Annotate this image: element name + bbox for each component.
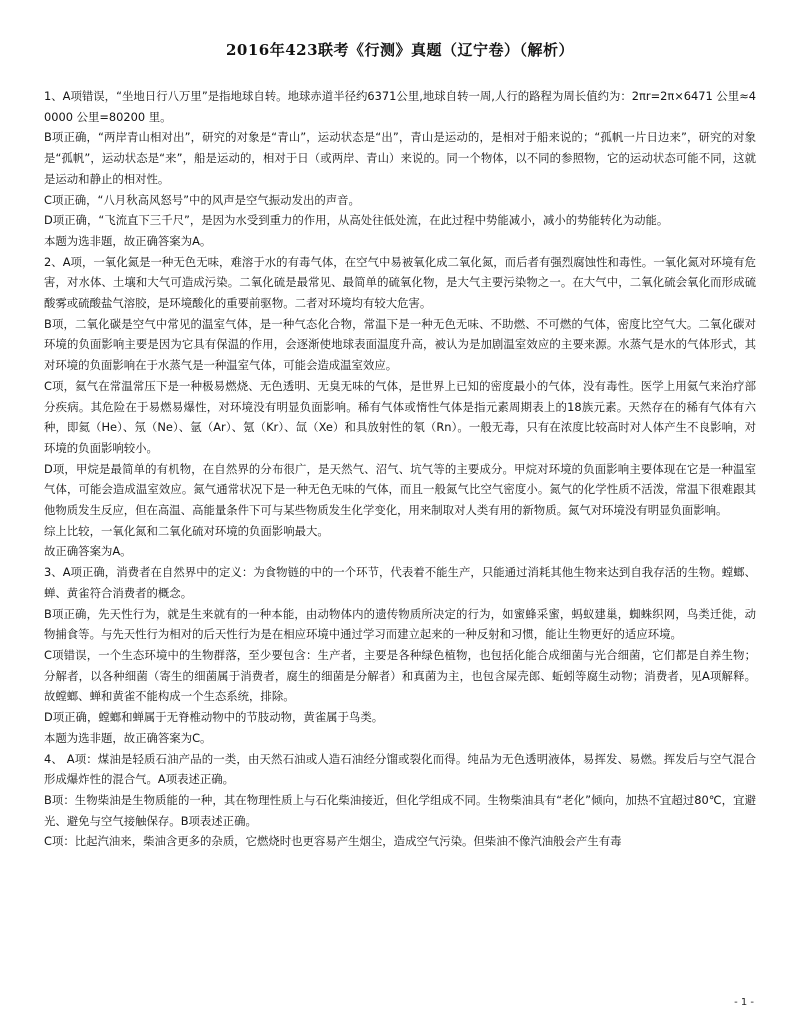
- paragraph-q2-c: C项，氦气在常温常压下是一种极易燃烧、无色透明、无臭无味的气体，是世界上已知的密度最小的气体，没有毒性。医学上用氦气来治疗部分疾病。其危险在于易燃易爆性，对环境没有明显负面影响。稀有气体或惰性气体是指元素周期表上的18族元素。天然存在的稀有气体有六种，即氦（He）、氖（Ne）、氩（Ar）、氪（Kr）、氙（Xe）和具放射性的氡（Rn）。一般无毒，只有在浓度比较高时对人体产生不良影响，对环境的负面影响较小。: [44, 378, 756, 455]
- paragraph-q1-answer: 本题为选非题，故正确答案为A。: [44, 233, 212, 248]
- paragraph-q3-a: 3、A项正确，消费者在自然界中的定义：为食物链的中的一个环节，代表着不能生产，只能通过消耗其他生物来达到自我存活的生物。螳螂、蝉、黄雀符合消费者的概念。: [44, 565, 756, 600]
- paragraph-q2-answer: 故正确答案为A。: [44, 544, 132, 559]
- paragraph-q2-a: 2、A项，一氧化氮是一种无色无味，难溶于水的有毒气体，在空气中易被氧化成二氧化氮，而后者有强烈腐蚀性和毒性。一氧化氮对环境有危害，对水体、土壤和大气可造成污染。二氧化硫是最常见、最简单的硫氧化物，是大气主要污染物之一。在大气中，二氧化硫会氧化而形成硫酸雾或硫酸盐气溶胶，是环境酸化的重要前驱物。二者对环境均有较大危害。: [44, 254, 756, 311]
- paragraph-q3-d: D项正确，螳螂和蝉属于无脊椎动物中的节肢动物，黄雀属于鸟类。: [44, 710, 384, 725]
- page-number: - 1 -: [734, 997, 754, 1008]
- paragraph-q1-b: B项正确，“两岸青山相对出”，研究的对象是“青山”，运动状态是“出”，青山是运动的，是相对于船来说的；“孤帆一片日边来”，研究的对象是“孤帆”，运动状态是“来”，船是运动的，相对于日（或两岸、青山）来说的。同一个物体，以不同的参照物，它的运动状态可能不同，这就是运动和静止的相对性。: [44, 130, 756, 186]
- paragraph-q2-d: D项，甲烷是最简单的有机物，在自然界的分布很广，是天然气、沼气、坑气等的主要成分。甲烷对环境的负面影响主要体现在它是一种温室气体，可能会造成温室效应。氮气通常状况下是一种无色无味的气体，而且一般氮气比空气密度小。氮气的化学性质不活泼，常温下很难跟其他物质发生反应，但在高温、高能量条件下可与某些物质发生化学变化，用来制取对人类有用的新物质。氮气对环境没有明显负面影响。: [44, 461, 756, 518]
- paragraph-q4-b: B项：生物柴油是生物质能的一种，其在物理性质上与石化柴油接近，但化学组成不同。生物柴油具有“老化”倾向，加热不宜超过80℃，宜避光、避免与空气接触保存。B项表述正确。: [44, 792, 756, 828]
- paragraph-q3-answer: 本题为选非题，故正确答案为C。: [44, 730, 212, 745]
- paragraph-q4-a: 4、 A项：煤油是轻质石油产品的一类，由天然石油或人造石油经分馏或裂化而得。纯品为无色透明液体，易挥发、易燃。挥发后与空气混合形成爆炸性的混合气。A项表述正确。: [44, 751, 756, 787]
- paragraph-q1-c: C项正确，“八月秋高风怒号”中的风声是空气振动发出的声音。: [44, 192, 360, 207]
- paragraph-q4-c: C项：比起汽油来，柴油含更多的杂质，它燃烧时也更容易产生烟尘，造成空气污染。但柴油不像汽油般会产生有毒: [44, 834, 622, 849]
- paragraph-q2-summary: 综上比较，一氧化氮和二氧化硫对环境的负面影响最大。: [44, 523, 329, 538]
- paragraph-q3-b: B项正确，先天性行为，就是生来就有的一种本能，由动物体内的遗传物质所决定的行为，如蜜蜂采蜜，蚂蚁建巢，蜘蛛织网，鸟类迁徙，动物捕食等。与先天性行为相对的后天性行为是在相应环境中通过学习而建立起来的一种反射和习惯，能让生物更好的适应环境。: [44, 606, 756, 642]
- document-title: 2016年423联考《行测》真题（辽宁卷）（解析）: [225, 41, 575, 59]
- paragraph-q2-b: B项，二氧化碳是空气中常见的温室气体，是一种气态化合物，常温下是一种无色无味、不助燃、不可燃的气体，密度比空气大。二氧化碳对环境的负面影响主要是因为它具有保温的作用，会逐渐使地球表面温度升高，被认为是加剧温室效应的主要来源。水蒸气是水的气体形式，其对环境的负面影响在于水蒸气是一种温室气体，可能会造成温室效应。: [44, 316, 756, 373]
- paragraph-q1-d: D项正确，“飞流直下三千尺”，是因为水受到重力的作用，从高处往低处流，在此过程中势能减小，减小的势能转化为动能。: [44, 213, 669, 228]
- paragraph-q1-a: 1、A项错误，“坐地日行八万里”是指地球自转。地球赤道半径约6371公里,地球自转一周,人行的路程为周长值约为：2πr=2π×6471 公里≈40000 公里=80200 里。: [44, 89, 756, 124]
- document-body: [44, 86, 756, 852]
- paragraph-q3-c: C项错误，一个生态环境中的生物群落，至少要包含：生产者，主要是各种绿色植物，也包括化能合成细菌与光合细菌，它们都是自养生物；分解者，以各种细菌（寄生的细菌属于消费者，腐生的细菌是分解者）和真菌为主，也包含屎壳郎、蚯蚓等腐生动物；消费者，见A项解释。故螳螂、蝉和黄雀不能构成一个生态系统，排除。: [44, 647, 756, 704]
